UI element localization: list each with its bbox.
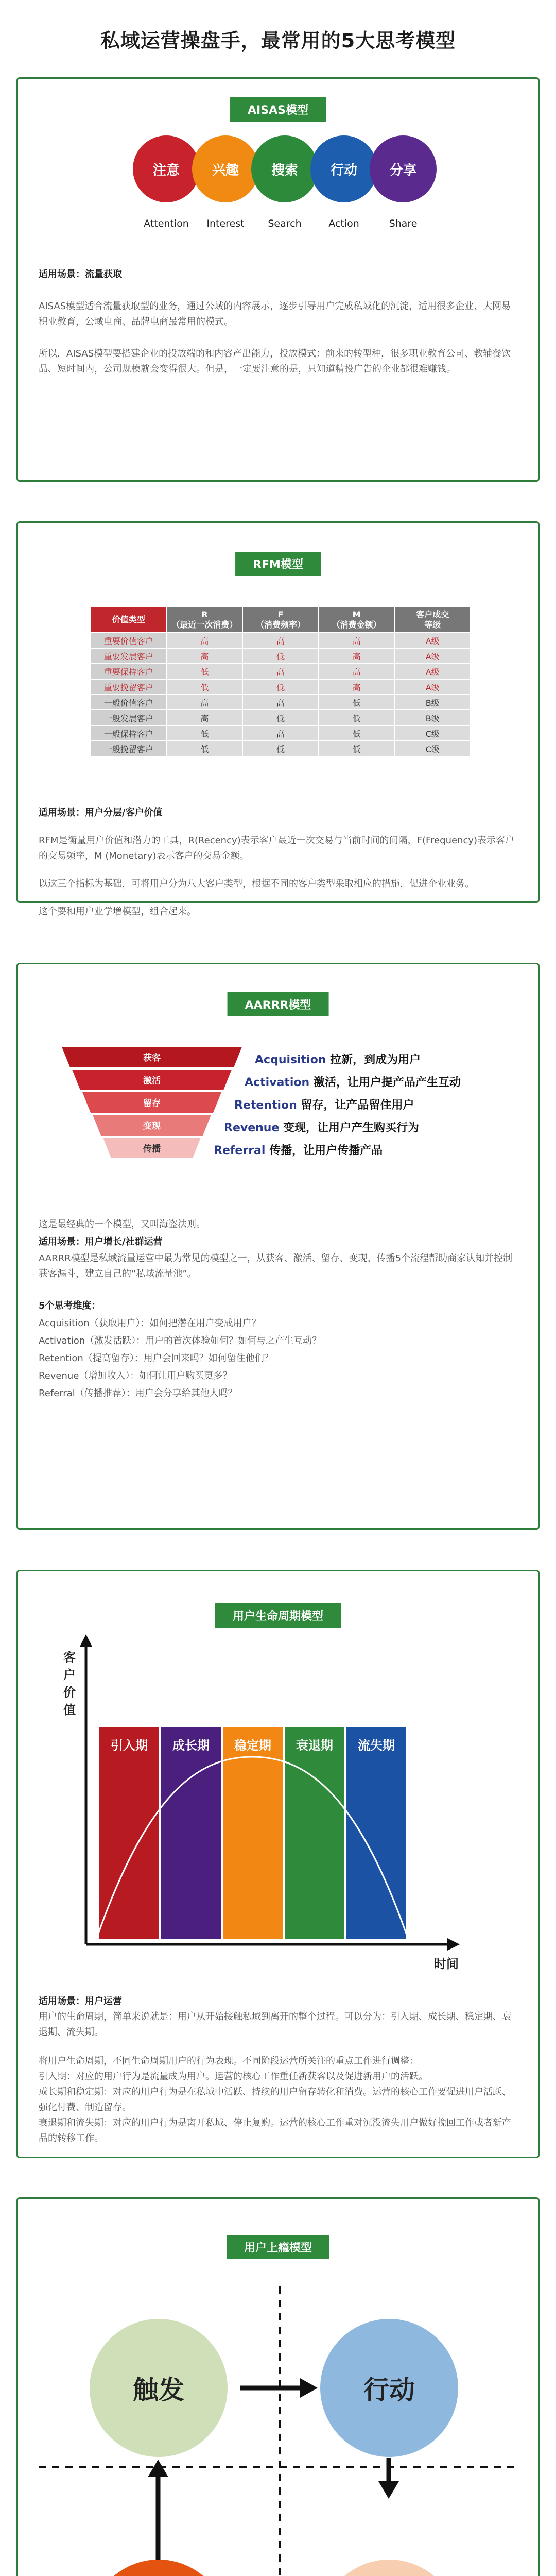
aarrr-card <box>16 963 540 1530</box>
table-cell: A级 <box>394 664 471 679</box>
rfm-header-f: F （消费频率） <box>242 607 319 633</box>
table-cell: 低 <box>242 648 319 664</box>
funnel-label-revenue <box>224 1119 419 1135</box>
hook-circle-action: 行动 <box>320 2319 458 2457</box>
table-cell: 低 <box>242 710 319 725</box>
aisas-scene-label: 适用场景：流量获取 <box>39 269 122 280</box>
table-row <box>91 741 471 756</box>
table-cell: 低 <box>319 725 395 741</box>
funnel-label-en: Referral <box>214 1144 266 1157</box>
lifecycle-card <box>16 1570 540 2158</box>
table-cell: B级 <box>394 710 471 725</box>
rfm-table <box>90 606 471 757</box>
aisas-caption-action: Action <box>328 218 359 229</box>
funnel-label-activation <box>245 1074 461 1090</box>
table-cell: 重要保持客户 <box>91 664 167 679</box>
aisas-circle-search: 搜索 <box>251 135 318 202</box>
stage-growth: 成长期 <box>161 1727 221 1939</box>
table-cell: 低 <box>319 710 395 725</box>
lifecycle-paragraph-3: 引入期：对应的用户行为是流量成为用户。运营的核心工作重任新获客以及促进新用户的活跃。 <box>39 2071 428 2082</box>
table-row <box>91 664 471 679</box>
table-cell: 高 <box>242 633 319 648</box>
table-cell: 重要发展客户 <box>91 648 167 664</box>
table-row <box>91 679 471 694</box>
aarrr-dim-2: Activation（激发活跃）：用户的首次体验如何？如何与之产生互动？ <box>39 1335 322 1346</box>
table-cell: 高 <box>242 725 319 741</box>
aisas-card <box>16 77 540 482</box>
table-cell: 高 <box>242 664 319 679</box>
table-cell: 低 <box>167 664 243 679</box>
table-cell: B级 <box>394 694 471 710</box>
rfm-scene-label: 适用场景：用户分层/客户价值 <box>39 807 163 818</box>
lifecycle-paragraph-1: 用户的生命周期，简单来说就是：用户从开始接触私域到离开的整个过程。可以分为：引入期、成长期、稳定期、衰退期、流失期。 <box>39 2011 511 2038</box>
aarrr-paragraph-1: 这是最经典的一个模型，又叫海盗法则。 <box>39 1219 205 1230</box>
table-cell: 一般保持客户 <box>91 725 167 741</box>
rfm-paragraph-2: 以这三个指标为基础，可将用户分为八大客户类型，根据不同的客户类型采取相应的措施，促进企业业务。 <box>39 878 474 889</box>
hook-circle-trigger: 触发 <box>90 2319 228 2457</box>
table-row <box>91 725 471 741</box>
funnel-label-en: Revenue <box>224 1122 280 1134</box>
stage-churn: 流失期 <box>346 1727 406 1939</box>
lifecycle-axes <box>18 1571 541 1984</box>
table-cell: 高 <box>167 648 243 664</box>
aarrr-dims-label: 5个思考维度： <box>39 1300 101 1311</box>
table-cell: 高 <box>319 664 395 679</box>
funnel-text-activation: 激活 <box>143 1076 161 1086</box>
aarrr-paragraph-2: AARRR模型是私域流量运营中最为常见的模型之一，从获客、激活、留存、变现、传播5个流程帮助商家认知并控制获客漏斗，建立自己的“私域流量池”。 <box>39 1253 513 1279</box>
table-cell: 低 <box>167 725 243 741</box>
rfm-header-level: 客户成交 等级 <box>394 607 471 633</box>
aarrr-tag: AARRR模型 <box>228 992 329 1016</box>
rfm-paragraph-3: 这个要和用户业学增模型，组合起来。 <box>39 906 196 917</box>
aisas-caption-attention: Attention <box>144 218 189 229</box>
table-cell: 高 <box>319 679 395 694</box>
table-row <box>91 633 471 648</box>
funnel-text-referral: 传播 <box>143 1144 161 1154</box>
aarrr-dim-1: Acquisition（获取用户）：如何把潜在用户变成用户？ <box>39 1318 261 1329</box>
stage-decline: 衰退期 <box>285 1727 344 1939</box>
table-cell: C级 <box>394 741 471 756</box>
aisas-caption-search: Search <box>268 218 302 229</box>
table-cell: 高 <box>167 633 243 648</box>
rfm-table-header <box>91 607 471 633</box>
lifecycle-paragraph-4: 成长期和稳定期：对应的用户行为是在私域中活跃、持续的用户留存转化和消费。运营的核心工作要促进用户活跃、强化付费、制造留存。 <box>39 2087 511 2113</box>
funnel-label-desc: 留存，让产品留住用户 <box>301 1099 414 1112</box>
table-cell: 重要价值客户 <box>91 633 167 648</box>
lifecycle-scene-label: 适用场景：用户运营 <box>39 1996 122 2007</box>
table-cell: 高 <box>167 694 243 710</box>
aarrr-scene-label: 适用场景：用户增长/社群运营 <box>39 1236 163 1247</box>
table-row <box>91 648 471 664</box>
aisas-caption-share: Share <box>389 218 418 229</box>
table-cell: 重要挽留客户 <box>91 679 167 694</box>
aarrr-dim-4: Revenue（增加收入）：如何让用户购买更多？ <box>39 1370 232 1381</box>
table-cell: 一般发展客户 <box>91 710 167 725</box>
funnel-label-desc: 变现，让用户产生购买行为 <box>283 1122 420 1134</box>
table-cell: 一般价值客户 <box>91 694 167 710</box>
table-cell: 高 <box>242 694 319 710</box>
y-label-char: 价 <box>63 1685 76 1700</box>
table-cell: 低 <box>167 741 243 756</box>
aisas-circle-interest: 兴趣 <box>192 135 259 202</box>
funnel-label-en: Acquisition <box>255 1054 326 1066</box>
funnel-text-revenue: 变现 <box>143 1121 161 1131</box>
rfm-header-r: R （最近一次消费） <box>167 607 243 633</box>
lifecycle-paragraph-5: 衰退期和流失期：对应的用户行为是离开私域、停止复购。运营的核心工作重对沉没流失用户做好挽回工作或者新产品的转移工作。 <box>39 2117 511 2144</box>
rfm-header-m: M （消费金额） <box>319 607 395 633</box>
table-cell: 低 <box>167 679 243 694</box>
table-row <box>91 694 471 710</box>
aisas-paragraph-2: 所以，AISAS模型要搭建企业的投放端的和内容产出能力，投放模式：前来的转型种，很多职业教育公司、教辅餐饮品、短时间内，公司规模就会变得很大。但是，一定要注意的是，只知道精投广告的企业都很难赚钱。 <box>39 348 511 375</box>
rfm-paragraph-1: RFM是衡量用户价值和潜力的工具，R(Recency)表示客户最近一次交易与当前时间的间隔，F(Frequency)表示客户的交易频率，M (Monetary)表示客户的交易金额。 <box>39 835 515 861</box>
aisas-paragraph-1: AISAS模型适合流量获取型的业务，通过公域的内容展示，逐步引导用户完成私域化的沉淀，适用很多企业、大网易积业教育，公域电商、品牌电商最常用的模式。 <box>39 301 511 327</box>
y-label-char: 户 <box>63 1668 76 1682</box>
stage-stable: 稳定期 <box>223 1727 283 1939</box>
funnel-label-acquisition <box>255 1051 421 1067</box>
table-cell: A级 <box>394 633 471 648</box>
lifecycle-tag: 用户生命周期模型 <box>215 1603 341 1628</box>
aisas-caption-interest: Interest <box>206 218 245 229</box>
rfm-card <box>16 521 540 917</box>
lifecycle-x-label: 时间 <box>434 1957 459 1971</box>
funnel-label-desc: 传播，让用户传播产品 <box>269 1144 383 1157</box>
table-row <box>91 710 471 725</box>
y-label-char: 客 <box>63 1650 76 1665</box>
funnel-label-retention <box>234 1096 414 1112</box>
rfm-tag: RFM模型 <box>235 552 321 576</box>
aisas-circle-attention: 注意 <box>133 135 200 202</box>
table-cell: 高 <box>319 648 395 664</box>
rfm-header-type: 价值类型 <box>91 607 167 633</box>
y-label-char: 值 <box>63 1703 76 1717</box>
table-cell: C级 <box>394 725 471 741</box>
aisas-tag: AISAS模型 <box>230 97 326 122</box>
aisas-circle-share: 分享 <box>370 135 437 202</box>
funnel-label-desc: 激活，让用户提产品产生互动 <box>313 1076 461 1089</box>
lifecycle-paragraph-2: 将用户生命周期，不同生命周期用户的行为表现。不同阶段运营所关注的重点工作进行调整： <box>39 2056 419 2066</box>
hook-tag: 用户上瘾模型 <box>227 2235 329 2259</box>
table-cell: 低 <box>242 741 319 756</box>
table-cell: 低 <box>319 694 395 710</box>
funnel-text-retention: 留存 <box>143 1098 161 1109</box>
funnel-label-desc: 拉新，到成为用户 <box>330 1054 421 1066</box>
table-cell: 一般挽留客户 <box>91 741 167 756</box>
table-cell: 低 <box>319 741 395 756</box>
table-cell: 高 <box>319 633 395 648</box>
hook-card <box>16 2197 540 2576</box>
table-cell: A级 <box>394 679 471 694</box>
table-cell: 低 <box>242 679 319 694</box>
aisas-circle-action: 行动 <box>310 135 377 202</box>
funnel-text-acquisition: 获客 <box>143 1053 161 1063</box>
aisas-diagram <box>18 135 538 249</box>
funnel-label-referral <box>214 1142 383 1158</box>
page-title: 私域运营操盘手，最常用的5大思考模型 <box>100 29 456 52</box>
funnel-label-en: Retention <box>234 1099 297 1112</box>
table-cell: A级 <box>394 648 471 664</box>
funnel-label-en: Activation <box>245 1076 310 1089</box>
stage-intro: 引入期 <box>99 1727 159 1939</box>
aarrr-dim-3: Retention（提高留存）：用户会回来吗？如何留住他们？ <box>39 1353 273 1364</box>
aarrr-dim-5: Referral（传播推荐）：用户会分享给其他人吗？ <box>39 1388 237 1399</box>
table-cell: 高 <box>167 710 243 725</box>
